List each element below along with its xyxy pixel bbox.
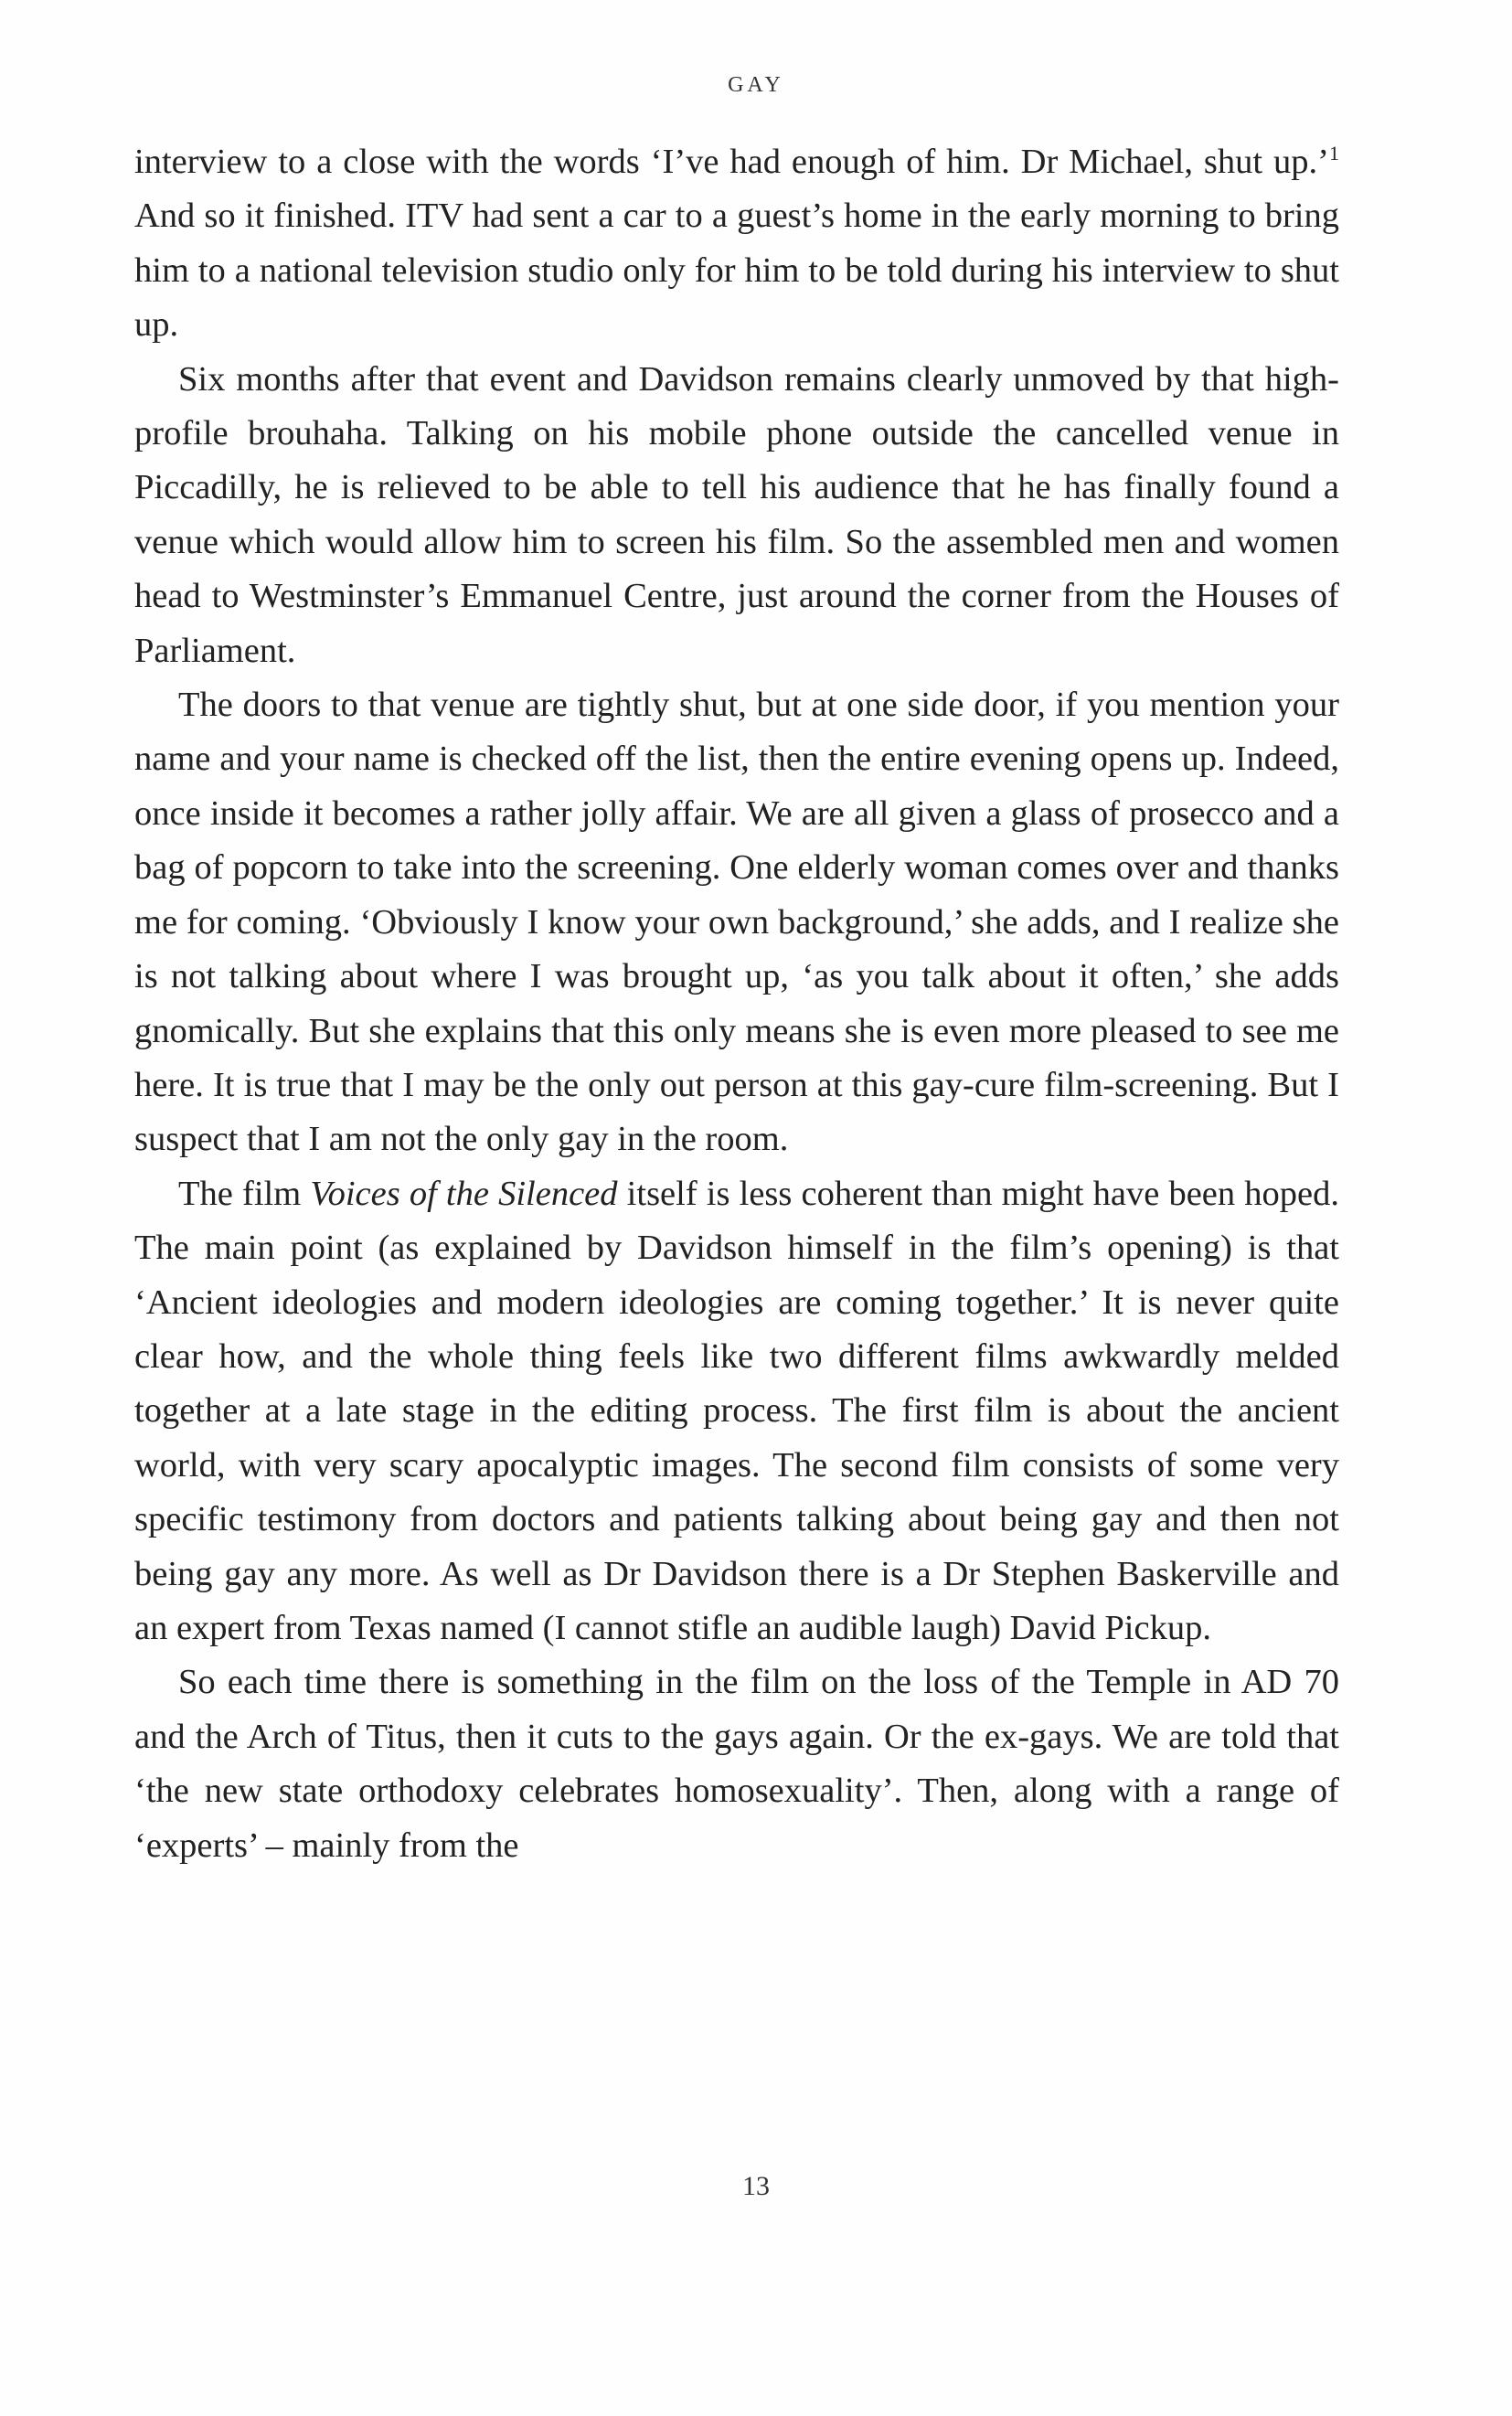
page-number: 13 (742, 2171, 770, 2201)
text-run: The film (178, 1174, 311, 1213)
paragraph (134, 678, 1339, 1167)
running-head: GAY (728, 73, 784, 97)
paragraph (134, 353, 1339, 678)
footnote-reference: 1 (1329, 142, 1339, 165)
paragraph (134, 135, 1339, 353)
text-run: itself is less coherent than might have been hoped. The main point (as explained by Davidson himself in the film’s opening) is that ‘Ancient ideologies and modern ideologies are coming together.’ It is never quite clear how, and the whole thing feels like two different films awkwardly melded together at a late stage in the editing process. The first film is about the ancient world, with very scary apocalyptic images. The second film consists of some very specific testimony from doctors and patients talking about being gay and then not being gay any more. As well as Dr Davidson there is a Dr Stephen Baskerville and an expert from Texas named (I cannot stifle an audible laugh) David Pickup. (134, 1174, 1339, 1647)
text-run: The doors to that venue are tightly shut, but at one side door, if you mention your name and your name is checked off the list, then the entire evening opens up. Indeed, once inside it becomes a rather jolly affair. We are all given a glass of prosecco and a bag of popcorn to take into the screening. One elderly woman comes over and thanks me for coming. ‘Obviously I know your own background,’ she adds, and I realize she is not talking about where I was brought up, ‘as you talk about it often,’ she adds gnomically. But she explains that this only means she is even more pleased to see me here. It is true that I may be the only out person at this gay-cure film-screening. But I suspect that I am not the only gay in the room. (134, 686, 1339, 1159)
text-run: And so it finished. ITV had sent a car to a guest’s home in the early morning to bring him to a national television studio only for him to be told during his interview to shut up. (134, 197, 1339, 345)
paragraph (134, 1167, 1339, 1656)
text-run: Six months after that event and Davidson remains clearly unmoved by that high-profile brouhaha. Talking on his mobile phone outside the cancelled venue in Piccadilly, he is relieved to be able to tell his audience that he has finally found a venue which would allow him to screen his film. So the assembled men and women head to Westminster’s Emmanuel Centre, just around the corner from the Houses of Parliament. (134, 359, 1339, 670)
film-title: Voices of the Silenced (310, 1174, 618, 1213)
text-run: interview to a close with the words ‘I’ve had enough of him. Dr Michael, shut up.’ (134, 143, 1329, 181)
paragraph (134, 1655, 1339, 1873)
text-run: So each time there is something in the film on the loss of the Temple in AD 70 and the Arch of Titus, then it cuts to the gays again. Or the ex-gays. We are told that ‘the new state orthodoxy celebrates homosexuality’. Then, along with a range of ‘experts’ – mainly from the (134, 1663, 1339, 1865)
body-text (134, 135, 1339, 1873)
